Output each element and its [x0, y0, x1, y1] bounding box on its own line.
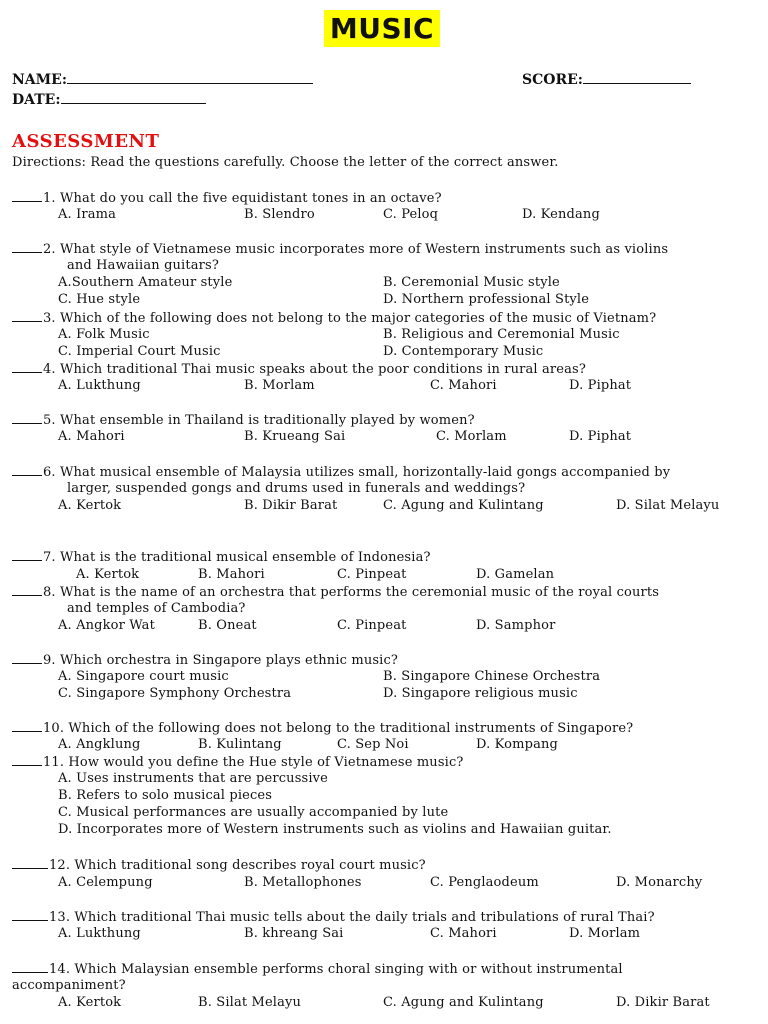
choice[interactable]: A. Uses instruments that are percussive — [58, 771, 328, 786]
answer-blank[interactable] — [12, 309, 42, 322]
choice[interactable]: C. Pinpeat — [337, 618, 407, 633]
answer-blank[interactable] — [12, 719, 42, 732]
date-field[interactable] — [12, 90, 206, 109]
question-3: 3. Which of the following does not belong to the major categories of the music of Vietnam? — [12, 309, 656, 327]
choice[interactable]: D. Samphor — [476, 618, 556, 633]
choice[interactable]: B. Kulintang — [198, 737, 282, 752]
question-10: 10. Which of the following does not belong to the traditional instruments of Singapore? — [12, 719, 633, 737]
question-4: 4. Which traditional Thai music speaks about the poor conditions in rural areas? — [12, 360, 586, 378]
choice[interactable]: C. Singapore Symphony Orchestra — [58, 686, 292, 701]
question-1: 1. What do you call the five equidistant tones in an octave? — [12, 189, 442, 207]
answer-blank[interactable] — [12, 651, 42, 664]
choice[interactable]: C. Hue style — [58, 292, 141, 307]
choice[interactable]: B. khreang Sai — [244, 926, 344, 941]
question-13: 13. Which traditional Thai music tells about the daily trials and tribulations of rural Thai? — [12, 908, 655, 926]
choice[interactable]: A. Angkor Wat — [58, 618, 155, 633]
date-blank[interactable] — [61, 90, 206, 104]
date-label: DATE: — [12, 92, 61, 108]
choice[interactable]: D. Contemporary Music — [383, 344, 544, 359]
choice[interactable]: A. Kertok — [58, 498, 122, 513]
choice[interactable]: D. Incorporates more of Western instruments such as violins and Hawaiian guitar. — [58, 822, 612, 837]
choice[interactable]: A.Southern Amateur style — [58, 275, 233, 290]
question-14-cont: accompaniment? — [12, 978, 126, 993]
question-7: 7. What is the traditional musical ensemble of Indonesia? — [12, 548, 431, 566]
choice[interactable]: C. Mahori — [430, 926, 497, 941]
choice[interactable]: A. Kertok — [58, 995, 122, 1010]
choice[interactable]: B. Singapore Chinese Orchestra — [383, 669, 601, 684]
answer-blank[interactable] — [12, 189, 42, 202]
choice[interactable]: C. Penglaodeum — [430, 875, 539, 890]
choice[interactable]: A. Folk Music — [58, 327, 150, 342]
choice[interactable]: A. Angklung — [58, 737, 141, 752]
answer-blank[interactable] — [12, 583, 42, 596]
answer-blank[interactable] — [12, 360, 42, 373]
choice[interactable]: D. Silat Melayu — [616, 498, 720, 513]
score-field[interactable] — [522, 70, 691, 89]
choice[interactable]: B. Slendro — [244, 207, 315, 222]
choice[interactable]: B. Ceremonial Music style — [383, 275, 560, 290]
choice[interactable]: D. Dikir Barat — [616, 995, 710, 1010]
choice[interactable]: C. Musical performances are usually accompanied by lute — [58, 805, 449, 820]
choice[interactable]: D. Kendang — [522, 207, 600, 222]
choice[interactable]: C. Morlam — [436, 429, 507, 444]
choice[interactable]: B. Oneat — [198, 618, 257, 633]
question-8-cont: and temples of Cambodia? — [67, 601, 246, 616]
choice[interactable]: B. Silat Melayu — [198, 995, 302, 1010]
question-14: 14. Which Malaysian ensemble performs choral singing with or without instrumental — [12, 960, 623, 978]
question-6-cont: larger, suspended gongs and drums used in funerals and weddings? — [67, 481, 526, 496]
answer-blank[interactable] — [12, 463, 42, 476]
choice[interactable]: A. Lukthung — [58, 378, 141, 393]
question-11: 11. How would you define the Hue style of Vietnamese music? — [12, 753, 464, 771]
choice[interactable]: C. Agung and Kulintang — [383, 498, 544, 513]
question-2: 2. What style of Vietnamese music incorporates more of Western instruments such as violins — [12, 240, 668, 258]
answer-blank[interactable] — [12, 960, 48, 973]
choice[interactable]: D. Piphat — [569, 429, 632, 444]
choice[interactable]: B. Krueang Sai — [244, 429, 346, 444]
choice[interactable]: B. Mahori — [198, 567, 265, 582]
choice[interactable]: C. Peloq — [383, 207, 439, 222]
choice[interactable]: C. Sep Noi — [337, 737, 409, 752]
directions: Directions: Read the questions carefully. Choose the letter of the correct answer. — [12, 155, 559, 170]
answer-blank[interactable] — [12, 240, 42, 253]
choice[interactable]: A. Mahori — [58, 429, 125, 444]
answer-blank[interactable] — [12, 753, 42, 766]
choice[interactable]: D. Kompang — [476, 737, 559, 752]
answer-blank[interactable] — [12, 908, 48, 921]
choice[interactable]: B. Religious and Ceremonial Music — [383, 327, 620, 342]
choice[interactable]: D. Monarchy — [616, 875, 703, 890]
choice[interactable]: C. Mahori — [430, 378, 497, 393]
section-title: ASSESSMENT — [12, 131, 160, 152]
name-field[interactable] — [12, 70, 313, 89]
answer-blank[interactable] — [12, 548, 42, 561]
choice[interactable]: B. Metallophones — [244, 875, 362, 890]
choice[interactable]: A. Celempung — [58, 875, 153, 890]
name-label: NAME: — [12, 72, 67, 88]
choice[interactable]: A. Lukthung — [58, 926, 141, 941]
question-9: 9. Which orchestra in Singapore plays ethnic music? — [12, 651, 398, 669]
choice[interactable]: A. Irama — [58, 207, 117, 222]
page-title: MUSIC — [324, 10, 440, 47]
score-label: SCORE: — [522, 72, 583, 88]
choice[interactable]: C. Pinpeat — [337, 567, 407, 582]
choice[interactable]: B. Refers to solo musical pieces — [58, 788, 273, 803]
name-blank[interactable] — [67, 70, 313, 84]
question-6: 6. What musical ensemble of Malaysia utilizes small, horizontally-laid gongs accompanied by — [12, 463, 670, 481]
choice[interactable]: B. Morlam — [244, 378, 315, 393]
choice[interactable]: D. Northern professional Style — [383, 292, 590, 307]
question-12: 12. Which traditional song describes royal court music? — [12, 856, 426, 874]
answer-blank[interactable] — [12, 411, 42, 424]
question-5: 5. What ensemble in Thailand is traditionally played by women? — [12, 411, 475, 429]
question-8: 8. What is the name of an orchestra that performs the ceremonial music of the royal courts — [12, 583, 659, 601]
choice[interactable]: C. Agung and Kulintang — [383, 995, 544, 1010]
score-blank[interactable] — [583, 70, 691, 84]
choice[interactable]: B. Dikir Barat — [244, 498, 338, 513]
question-2-cont: and Hawaiian guitars? — [67, 258, 219, 273]
choice[interactable]: C. Imperial Court Music — [58, 344, 221, 359]
choice[interactable]: A. Kertok — [76, 567, 140, 582]
choice[interactable]: D. Singapore religious music — [383, 686, 578, 701]
choice[interactable]: A. Singapore court music — [58, 669, 229, 684]
choice[interactable]: D. Piphat — [569, 378, 632, 393]
choice[interactable]: D. Morlam — [569, 926, 641, 941]
answer-blank[interactable] — [12, 856, 48, 869]
choice[interactable]: D. Gamelan — [476, 567, 555, 582]
